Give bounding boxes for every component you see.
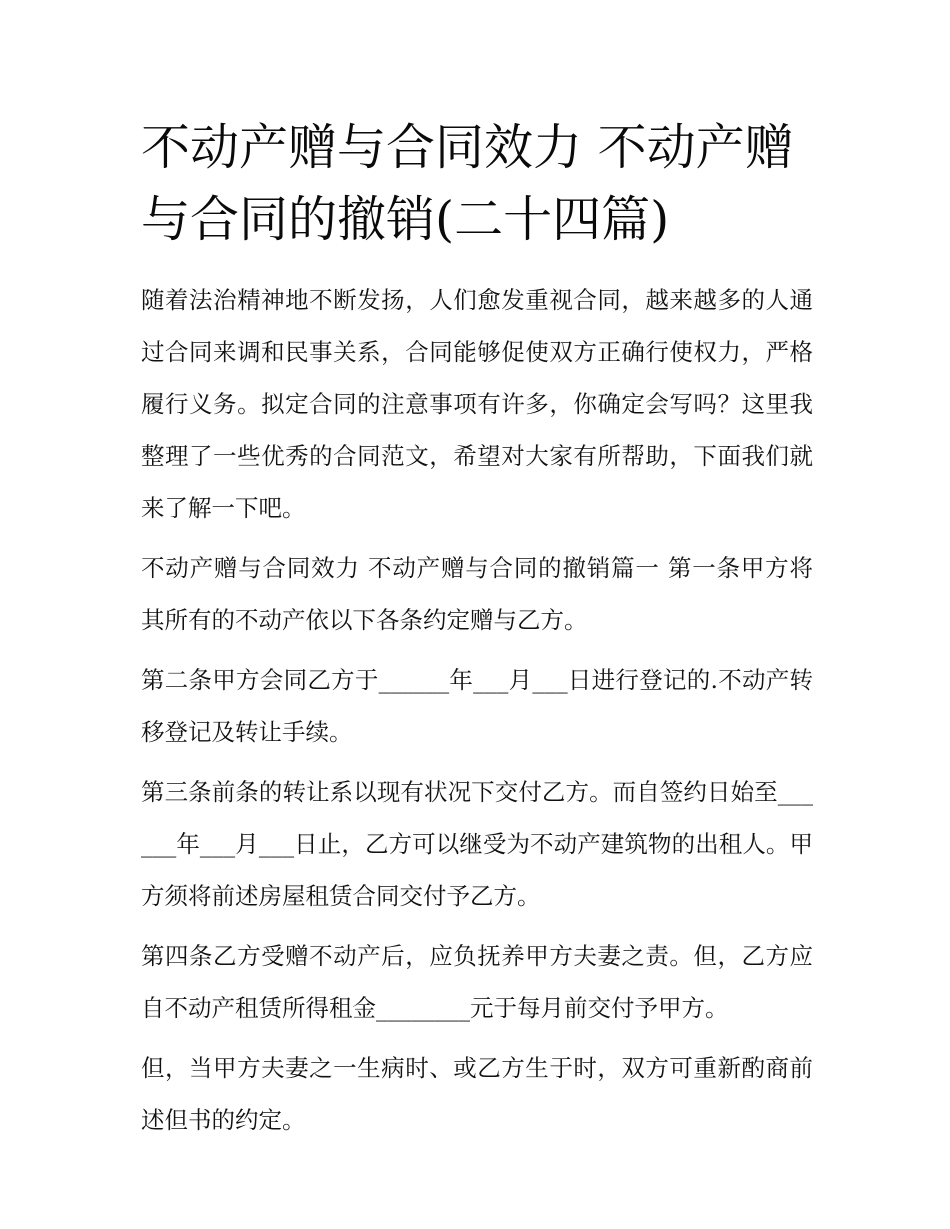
paragraph-proviso: 但，当甲方夫妻之一生病时、或乙方生于时，双方可重新酌商前述但书的约定。 — [141, 1054, 813, 1134]
document-body — [141, 112, 813, 1154]
paragraph-intro: 随着法治精神地不断发扬，人们愈发重视合同，越来越多的人通过合同来调和民事关系，合同能够促使双方正确行使权力，严格履行义务。拟定合同的注意事项有许多，你确定会写吗？这里我整理了一些优秀的合同范文，希望对大家有所帮助，下面我们就来了解一下吧。 — [141, 286, 813, 522]
document-title: 不动产赠与合同效力 不动产赠与合同的撤销(二十四篇) — [141, 119, 794, 248]
paragraph-article-3: 第三条前条的转让系以现有状况下交付乙方。而自签约日始至______年___月___日止，乙方可以继受为不动产建筑物的出租人。甲方须将前述房屋租赁合同交付予乙方。 — [141, 778, 813, 910]
paragraph-article-2: 第二条甲方会同乙方于______年___月___日进行登记的.不动产转移登记及转让手续。 — [141, 666, 813, 746]
paragraph-article-4: 第四条乙方受赠不动产后，应负抚养甲方夫妻之责。但，乙方应自不动产租赁所得租金________元于每月前交付予甲方。 — [141, 942, 813, 1022]
paragraph-list — [141, 274, 813, 1146]
paragraph-article-1: 不动产赠与合同效力 不动产赠与合同的撤销篇一 第一条甲方将其所有的不动产依以下各条约定赠与乙方。 — [141, 554, 813, 634]
